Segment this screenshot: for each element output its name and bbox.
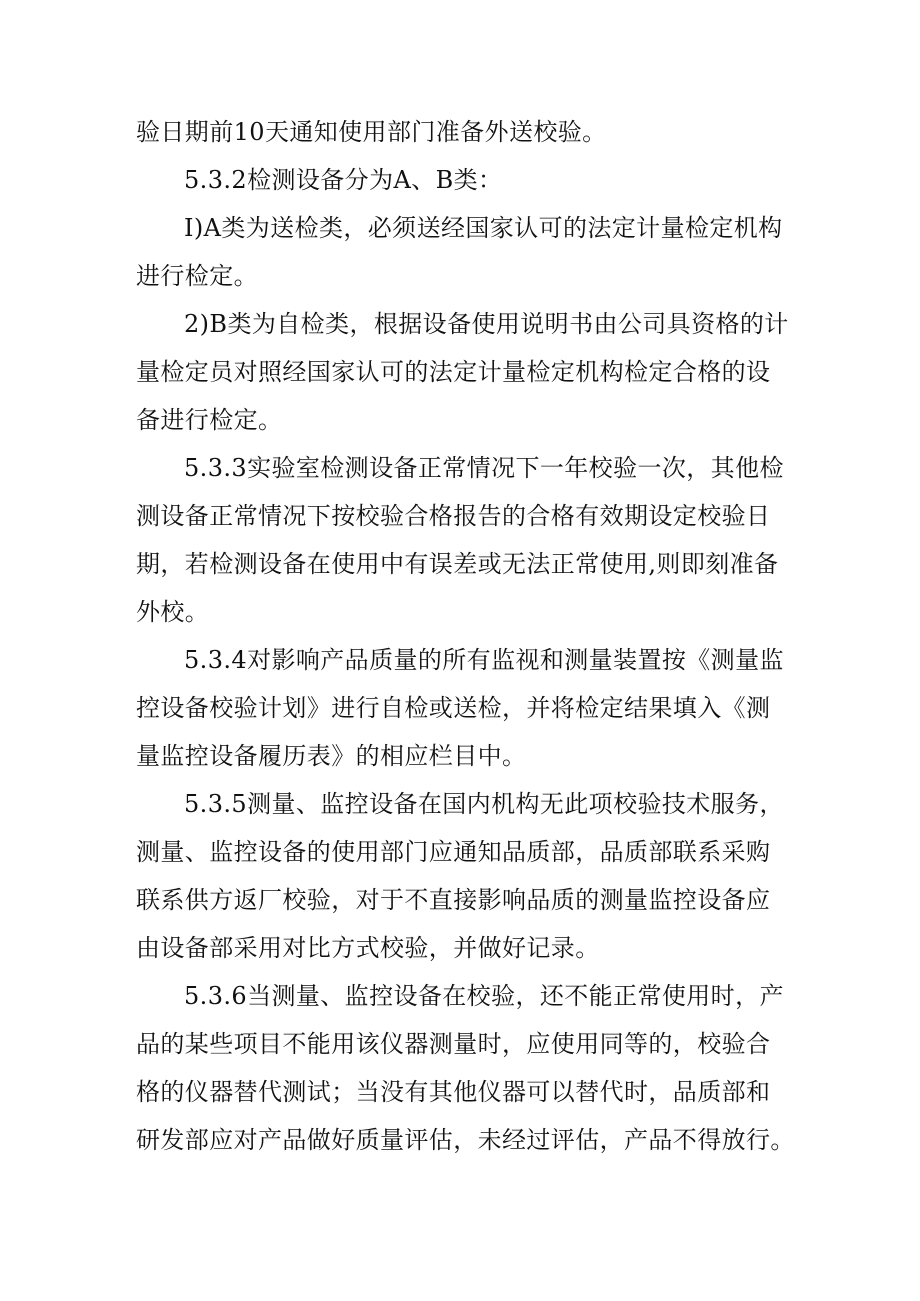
text-line: 5.3.4对影响产品质量的所有监视和测量装置按《测量监 [184,646,784,674]
text-line: 进行检定。 [136,262,258,290]
text-line: 测量、监控设备的使用部门应通知品质部，品质部联系采购 [136,838,771,866]
paragraph-continuation [136,108,796,156]
text-line: 测设备正常情况下按校验合格报告的合格有效期设定校验日 [136,502,771,530]
paragraph-class-a [136,204,796,300]
text-line: 联系供方返厂校验，对于不直接影响品质的测量监控设备应 [136,886,771,914]
text-line: 量检定员对照经国家认可的法定计量检定机构检定合格的设 [136,358,771,386]
text-line: 控设备校验计划》进行自检或送检，并将检定结果填入《测 [136,694,771,722]
paragraph-5-3-6 [136,972,796,1164]
text-line: 研发部应对产品做好质量评估，未经过评估，产品不得放行。 [136,1126,795,1154]
text-line: 2)B类为自检类，根据设备使用说明书由公司具资格的计 [184,310,789,338]
text-line: 5.3.3实验室检测设备正常情况下一年校验一次，其他检 [184,454,784,482]
text-line: 外校。 [136,598,210,626]
paragraph-5-3-5 [136,780,796,972]
text-line: 备进行检定。 [136,406,283,434]
paragraph-5-3-2 [136,156,796,204]
text-line: 品的某些项目不能用该仪器测量时，应使用同等的，校验合 [136,1030,771,1058]
text-line: 由设备部采用对比方式校验，并做好记录。 [136,934,600,962]
paragraph-class-b [136,300,796,444]
text-line: 量监控设备履历表》的相应栏目中。 [136,742,527,770]
document-body [136,108,796,1164]
text-line: 5.3.2检测设备分为A、B类： [184,166,503,194]
text-line: 期，若检测设备在使用中有误差或无法正常使用,则即刻准备 [136,550,779,578]
paragraph-5-3-4 [136,636,796,780]
paragraph-5-3-3 [136,444,796,636]
text-line: 5.3.6当测量、监控设备在校验，还不能正常使用时，产 [184,982,784,1010]
text-line: 格的仪器替代测试；当没有其他仪器可以替代时，品质部和 [136,1078,771,1106]
text-line: I)A类为送检类，必须送经国家认可的法定计量检定机构 [184,214,783,242]
text-line: 验日期前10天通知使用部门准备外送校验。 [136,118,607,146]
text-line: 5.3.5测量、监控设备在国内机构无此项校验技术服务， [184,790,784,818]
